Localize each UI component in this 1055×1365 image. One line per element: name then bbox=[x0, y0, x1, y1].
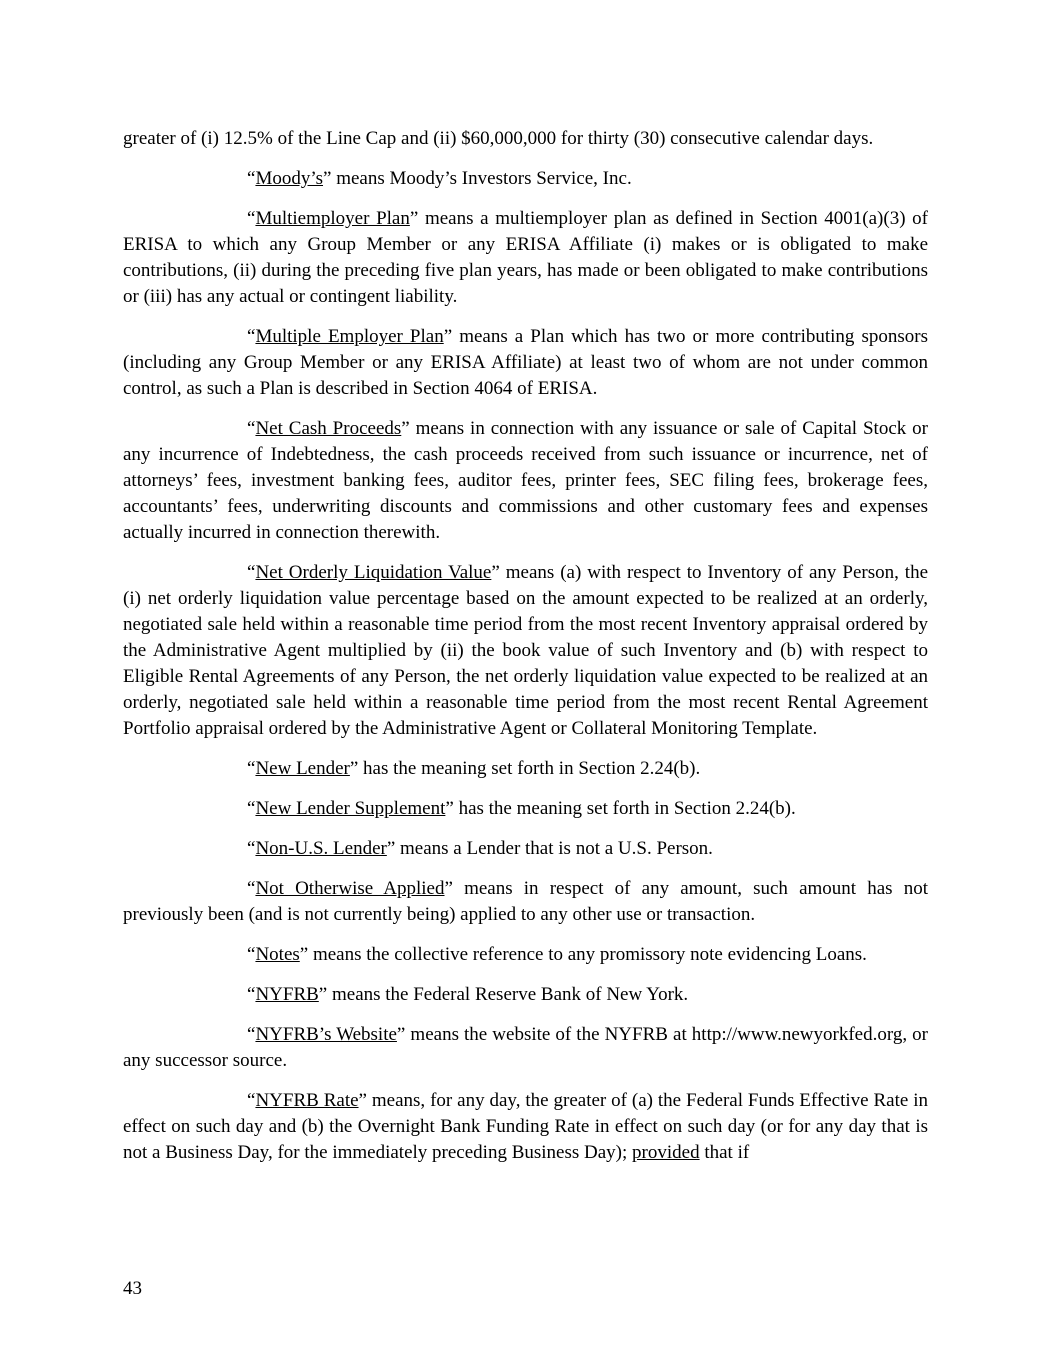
text-run: ” has the meaning set forth in Section 2.24(b). bbox=[349, 758, 701, 779]
defined-term: Net Orderly Liquidation Value bbox=[255, 562, 492, 583]
text-run: “ bbox=[247, 208, 256, 229]
defined-term: Multiple Employer Plan bbox=[255, 326, 444, 347]
defined-term: provided bbox=[632, 1142, 700, 1163]
defined-term: New Lender Supplement bbox=[255, 798, 446, 819]
text-run: ” means the website of the NYFRB at http://www.newyorkfed.org, or any successor source. bbox=[123, 1024, 928, 1071]
document-body bbox=[123, 126, 928, 1166]
defined-term: Notes bbox=[255, 944, 300, 965]
defined-term: NYFRB’s Website bbox=[255, 1024, 397, 1045]
paragraph bbox=[123, 876, 928, 928]
text-run: ” means in connection with any issuance or sale of Capital Stock or any incurrence of Indebtedness, the cash proceeds received from such issuance or incurrence, net of attorneys’ fees, investment banking fees, auditor fees, printer fees, SEC filing fees, brokerage fees, accountants’ fees, underwriting discounts and commissions and other customary fees and expenses actually incurred in connection therewith. bbox=[123, 418, 928, 543]
text-run: “ bbox=[247, 798, 256, 819]
paragraph bbox=[123, 1022, 928, 1074]
defined-term: Not Otherwise Applied bbox=[255, 878, 445, 899]
text-run: ” means, for any day, the greater of (a) the Federal Funds Effective Rate in effect on such day and (b) the Overnight Bank Funding Rate in effect on such day (or for any day that is not a Business Day, for the immediately preceding Business Day); bbox=[123, 1090, 928, 1163]
paragraph bbox=[123, 796, 928, 822]
paragraph bbox=[123, 416, 928, 546]
text-run: ” means a multiemployer plan as defined in Section 4001(a)(3) of ERISA to which any Group Member or any ERISA Affiliate (i) makes or is obligated to make contributions, (ii) during the preceding five plan years, has made or been obligated to make contributions or (iii) has any actual or contingent liability. bbox=[123, 208, 929, 307]
defined-term: NYFRB Rate bbox=[255, 1090, 359, 1111]
paragraph bbox=[123, 1088, 928, 1166]
paragraph bbox=[123, 166, 928, 192]
defined-term: New Lender bbox=[255, 758, 350, 779]
paragraph bbox=[123, 324, 928, 402]
defined-term: Non-U.S. Lender bbox=[255, 838, 387, 859]
text-run: “ bbox=[247, 944, 256, 965]
text-run: greater of (i) 12.5% of the Line Cap and (ii) $60,000,000 for thirty (30) consecutive calendar days. bbox=[123, 128, 874, 149]
defined-term: Net Cash Proceeds bbox=[255, 418, 402, 439]
text-run: “ bbox=[247, 758, 256, 779]
text-run: “ bbox=[247, 878, 256, 899]
text-run: ” means a Plan which has two or more contributing sponsors (including any Group Member or any ERISA Affiliate) at least two of whom are not under common control, as such a Plan is described in Section 4064 of ERISA. bbox=[123, 326, 928, 399]
text-run: “ bbox=[247, 984, 256, 1005]
paragraph bbox=[123, 126, 928, 152]
text-run: “ bbox=[247, 418, 256, 439]
text-run: “ bbox=[247, 326, 256, 347]
paragraph bbox=[123, 560, 928, 742]
defined-term: Multiemployer Plan bbox=[255, 208, 410, 229]
text-run: ” has the meaning set forth in Section 2.24(b). bbox=[445, 798, 796, 819]
text-run: ” means the collective reference to any promissory note evidencing Loans. bbox=[299, 944, 867, 965]
paragraph bbox=[123, 756, 928, 782]
text-run: “ bbox=[247, 168, 256, 189]
text-run: that if bbox=[699, 1142, 750, 1163]
defined-term: Moody’s bbox=[255, 168, 324, 189]
text-run: “ bbox=[247, 1090, 256, 1111]
text-run: ” means (a) with respect to Inventory of any Person, the (i) net orderly liquidation value percentage based on the amount expected to be realized at an orderly, negotiated sale held within a reasonable time period from the most recent Inventory appraisal ordered by the Administrative Agent multiplied by (ii) the book value of such Inventory and (b) with respect to Eligible Rental Agreements of any Person, the net orderly liquidation value expected to be realized at an orderly, negotiated sale held within a reasonable time period from the most recent Rental Agreement Portfolio appraisal ordered by the Administrative Agent or Collateral Monitoring Template. bbox=[123, 562, 928, 739]
defined-term: NYFRB bbox=[255, 984, 319, 1005]
text-run: “ bbox=[247, 838, 256, 859]
paragraph bbox=[123, 206, 928, 310]
text-run: ” means a Lender that is not a U.S. Person. bbox=[386, 838, 713, 859]
text-run: “ bbox=[247, 1024, 256, 1045]
text-run: “ bbox=[247, 562, 256, 583]
paragraph bbox=[123, 836, 928, 862]
page-number: 43 bbox=[123, 1278, 142, 1299]
paragraph bbox=[123, 982, 928, 1008]
text-run: ” means Moody’s Investors Service, Inc. bbox=[323, 168, 632, 189]
paragraph bbox=[123, 942, 928, 968]
text-run: ” means the Federal Reserve Bank of New York. bbox=[318, 984, 689, 1005]
text-run: ” means in respect of any amount, such amount has not previously been (and is not currently being) applied to any other use or transaction. bbox=[123, 878, 928, 925]
